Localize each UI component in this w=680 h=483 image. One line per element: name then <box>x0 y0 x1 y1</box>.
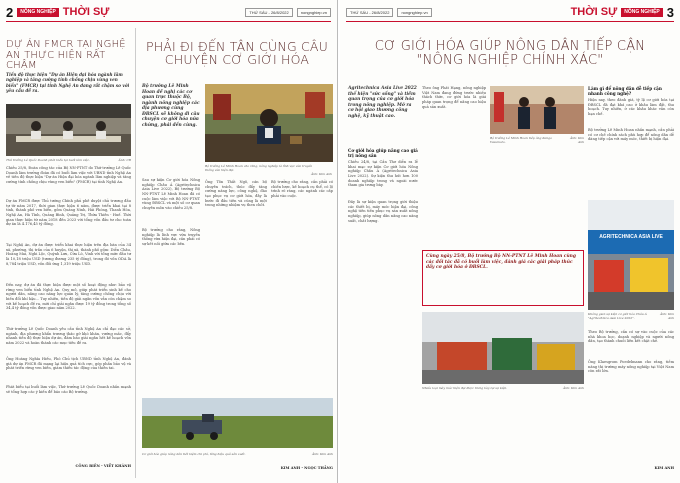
left-page-header <box>6 4 331 20</box>
article1-photo <box>6 104 131 156</box>
article-subhead-1: Cơ giới hóa giúp nâng cao giá trị nông sản <box>348 148 418 159</box>
article2-lede: Bộ trưởng Lê Minh Hoan đề nghị các cơ quan trực thuộc Bộ, ngành nông nghiệp các địa phương cùng ĐBSCL sẽ không đi câu chuyện cơ giới hóa nửa chừng, phải đến cùng. <box>142 84 200 128</box>
article-photo-1-caption: Bộ trưởng Lê Minh Hoan tiếp ông Kengo Yasumoto. <box>490 136 552 144</box>
newspaper-logo: NÔNG NGHIỆP <box>17 8 59 17</box>
right-page-header <box>346 4 674 20</box>
header-rule <box>346 21 674 22</box>
website: nongnghiep.vn <box>297 8 331 17</box>
article1-headline: DỰ ÁN FMCR TẠI NGHỆ AN THỰC HIỆN RẤT CHẬM <box>6 39 126 71</box>
article2-headline: PHẢI ĐI ĐẾN TẬN CÙNG CÂU CHUYỆN CƠ GIỚI HÓA <box>145 39 329 68</box>
left-page <box>0 0 338 483</box>
expo-hall-photo-icon <box>588 200 674 310</box>
article1-paragraph-6: Ông Hoàng Nghĩa Hiếu, Phó Chủ tịch UBND tỉnh Nghệ An, đánh giá dự án FMCR đã mang lại hiệu quả tích cực, góp phần bảo vệ và phát triển rừng ven biển, giảm thiểu tác động của thiên tai. <box>6 357 131 371</box>
article1-paragraph-1: Chiều 25/8, Đoàn công tác của Bộ NN-PTNT do Thứ trưởng Lê Quốc Doanh làm trưởng đoàn đã có buổi làm việc với UBND tỉnh Nghệ An về tiến độ thực hiện "Dự án Hiện đại hóa ngành lâm nghiệp và tăng cường tính chống chịu vùng ven biển" (FMCR) tại tỉnh Nghệ An. <box>6 166 131 185</box>
article1-lede: Tiến độ thực hiện "Dự án Hiện đại hóa ngành lâm nghiệp và tăng cường tính chống chịu vùng ven biển" (FMCR) tại tỉnh Nghệ An đang rất chậm so với yêu cầu đề ra. <box>6 72 130 93</box>
article1-caption: Thứ trưởng Lê Quốc Doanh phát biểu tại buổi làm việc. <box>6 158 90 162</box>
article-paragraph-6: Theo Bộ trưởng, cần có sự vào cuộc của các nhà khoa học, doanh nghiệp và người nông dân, tạo thành chuỗi liên kết chặt chẽ. <box>588 330 674 344</box>
article-photo-1 <box>490 86 584 134</box>
article1-paragraph-2: Dự án FMCR được Thủ tướng Chính phủ phê duyệt chủ trương đầu tư từ năm 2017, thời gian thực hiện 6 năm, được triển khai tại 8 tỉnh, thành phố ven biển, gồm Quảng Ninh, Hải Phòng, Thanh Hóa, Nghệ An, Hà Tĩnh, Quảng Bình, Quảng Trị, Thừa Thiên - Huế. Thời gian thực hiện từ năm 2018 đến 2023 với tổng vốn đầu tư cho toàn dự án là 4.176,45 tỷ đồng. <box>6 199 131 227</box>
page-number: 3 <box>666 4 674 20</box>
article-paragraph-3: Theo ông Phát Hạng, nông nghiệp Việt Nam đang đứng trước nhiều thách thức, cơ giới hóa là giải pháp quan trọng để nâng cao hiệu quả sản xuất. <box>422 86 486 109</box>
newspaper-logo: NÔNG NGHIỆP <box>621 8 663 17</box>
handshake-photo-icon <box>490 86 584 134</box>
issue-date: THỨ SÁU - 26/8/2022 <box>346 8 393 17</box>
field-machine-photo-icon <box>142 398 333 448</box>
machinery-photo-icon <box>422 312 584 384</box>
article2-paragraph-2: Bộ trưởng cho rằng, Nông nghiệp là lĩnh vực vừa truyền thống vừa hiện đại, cần phải có sự kết nối giữa các bên. <box>142 228 200 247</box>
article2-caption-2: Cơ giới hóa giúp nông dân tiết kiệm chi phí, tăng hiệu quả sản xuất. <box>142 452 246 456</box>
article2-paragraph-4: Bộ trưởng cho rằng, cần phải có chiến lược, kế hoạch cụ thể, có lộ trình rõ ràng, các ngành các cấp phải vào cuộc. <box>271 180 333 199</box>
right-page <box>340 0 680 483</box>
column-divider <box>135 28 136 478</box>
article-lede: Agritechnica Asia Live 2022 thể hiện "sức sống" và tiềm quan trọng của cơ giới hóa trong nông nghiệp. Mở ra cơ hội giao thương công nghệ, kỹ thuật cao. <box>348 86 417 119</box>
article2-photo-2 <box>142 398 333 448</box>
article-photo-2 <box>422 312 584 384</box>
meeting-photo-icon <box>6 104 131 156</box>
article2-paragraph-3: Ông Tôn Thất Ngô, cán bộ chuyên trách, thúc đẩy tăng cường năng lực, công nghệ, đào tạo phục vụ cơ giới hóa, đây là bước đi đầu tiên và cũng là một trong những nhiệm vụ then chốt. <box>205 180 267 208</box>
article2-caption-credit: Ảnh: Kim Anh <box>310 172 332 176</box>
page-number: 2 <box>6 4 14 20</box>
article-headline: CƠ GIỚI HÓA GIÚP NÔNG DÂN TIẾP CẬN "NÔNG NGHIỆP CHÍNH XÁC" <box>374 39 646 68</box>
article-photo-2-credit: Ảnh: Kim Anh <box>562 386 584 390</box>
article2-author: KIM ANH - NGỌC THẮNG <box>280 466 333 470</box>
article-paragraph-1: Chiều 24/8, tại Cần Thơ diễn ra lễ khai mạc sự kiện Cơ giới hóa Nông nghiệp Châu Á (Agritechnica Asia Live 2022). Sự kiện thu hút hơn 100 doanh nghiệp trong và ngoài nước tham gia trưng bày. <box>348 160 418 188</box>
issue-date: THỨ SÁU - 26/8/2022 <box>245 8 292 17</box>
article-photo-2-caption: Nhiều loại máy móc hiện đại được trưng bày tại sự kiện. <box>422 386 508 390</box>
header-rule <box>6 21 331 22</box>
article-quote: Cùng ngày 25/8, Bộ trưởng Bộ NN-PTNT Lê Minh Hoan cùng các đối tác đã có buổi làm việc, đánh giá các giải pháp thúc đẩy cơ giới hóa ở ĐBSCL. <box>426 254 576 270</box>
article1-paragraph-7: Phát biểu tại buổi làm việc, Thứ trưởng Lê Quốc Doanh nhấn mạnh sẽ tổng hợp các ý kiến để báo cáo Bộ trưởng. <box>6 385 131 394</box>
article-photo-3-credit: Ảnh: Kim Anh <box>659 312 674 320</box>
article2-caption-2-credit: Ảnh: Kim Anh <box>311 452 333 456</box>
article-author: KIM ANH <box>654 466 674 470</box>
article1-author: CÔNG BIÊN - VIẾT KHÁNH <box>75 464 131 468</box>
article-photo-3-caption: Không gian sự kiện cơ giới hóa Châu Á "Agritechnica Asia Live 2022". <box>588 312 647 320</box>
article-paragraph-4: Hiện nay, theo đánh giá, tỷ lệ cơ giới hóa tại ĐBSCL đã đạt khá cao ở khâu làm đất, thu hoạch. Tuy nhiên, ở các khâu khác vẫn còn hạn chế. <box>588 98 674 117</box>
article1-paragraph-3: Tại Nghệ An, dự án được triển khai thực hiện trên địa bàn của 34 xã, phường, thị trấn của 6 huyện, thị xã, thành phố gồm: Diễn Châu, Hoàng Mai, Nghi Lộc, Quỳnh Lưu, Cửa Lò, Vinh với tổng mức đầu tư là 10,18 triệu USD (tương đương 235 tỷ đồng), trong đó vốn ODA là 8,784 triệu USD, vốn đối ứng 1,319 triệu USD. <box>6 243 131 266</box>
article2-paragraph-1: Sau sự kiện Cơ giới hóa Nông nghiệp Châu Á (Agritechnica Asia Live 2022), Bộ trưởng Bộ NN-PTNT Lê Minh Hoan đã có cuộc làm việc với Bộ NN-PTNT vùng ĐBSCL và một số cơ quan chuyên môn vào chiều 25/8. <box>142 178 200 211</box>
minister-photo-icon <box>205 84 333 162</box>
article1-paragraph-5: Thứ trưởng Lê Quốc Doanh yêu cầu tỉnh Nghệ An chỉ đạo các sở, ngành, địa phương khẩn trương tháo gỡ khó khăn, vướng mắc, đẩy nhanh tiến độ thực hiện dự án, đảm bảo giải ngân hết kế hoạch vốn năm 2022 và hoàn thành các mục tiêu đề ra. <box>6 327 131 346</box>
article1-paragraph-4: Đến nay, dự án đã thực hiện được một số hoạt động như: bảo vệ rừng ven biển tỉnh Nghệ An. Quy mô, giúp phát triển sinh kế cho người dân, nâng cao năng lực quản lý, tăng cường chống chịu với biến đổi khí hậu... Tuy nhiên, tiến độ giải ngân vốn vẫn còn chậm so với kế hoạch đề ra, mới chỉ giải ngân được 19 tỷ đồng trong tổng số 34,4 tỷ đồng vốn được giao năm 2022. <box>6 283 131 311</box>
article-paragraph-5: Bộ trưởng Lê Minh Hoan nhấn mạnh, cần phải có cơ chế chính sách phù hợp để nông dân dễ dàng tiếp cận với máy móc, thiết bị hiện đại. <box>588 128 674 142</box>
section-title: THỜI SỰ <box>62 6 110 18</box>
website: nongnghiep.vn <box>397 8 431 17</box>
article-subhead-2: Làm gì để nông dân dễ tiếp cận nhanh công nghệ? <box>588 86 662 97</box>
article-highlight-box <box>422 250 584 306</box>
article2-photo <box>205 84 333 162</box>
article-paragraph-2: Đây là sự kiện quan trọng giới thiệu các thiết bị, máy móc hiện đại, công nghệ tiên tiến phục vụ sản xuất nông nghiệp, giúp nông dân nâng cao năng suất, chất lượng. <box>348 200 418 223</box>
article1-caption-credit: Ảnh: CB <box>118 158 131 162</box>
section-title: THỜI SỰ <box>570 6 618 18</box>
expo-banner: AGRITECHNICA ASIA LIVE <box>599 234 663 240</box>
article-photo-1-credit: Ảnh: Kim Anh <box>569 136 584 144</box>
article2-caption: Bộ trưởng Lê Minh Hoan cho rằng, nông nghiệp là lĩnh vực vừa truyền thống vừa hiện đại. <box>205 164 313 172</box>
article-photo-3 <box>588 200 674 310</box>
article-paragraph-7: Ông Klaesgrom Poedelmann cho rằng, tiềm năng thị trường máy nông nghiệp tại Việt Nam còn rất lớn. <box>588 360 674 374</box>
